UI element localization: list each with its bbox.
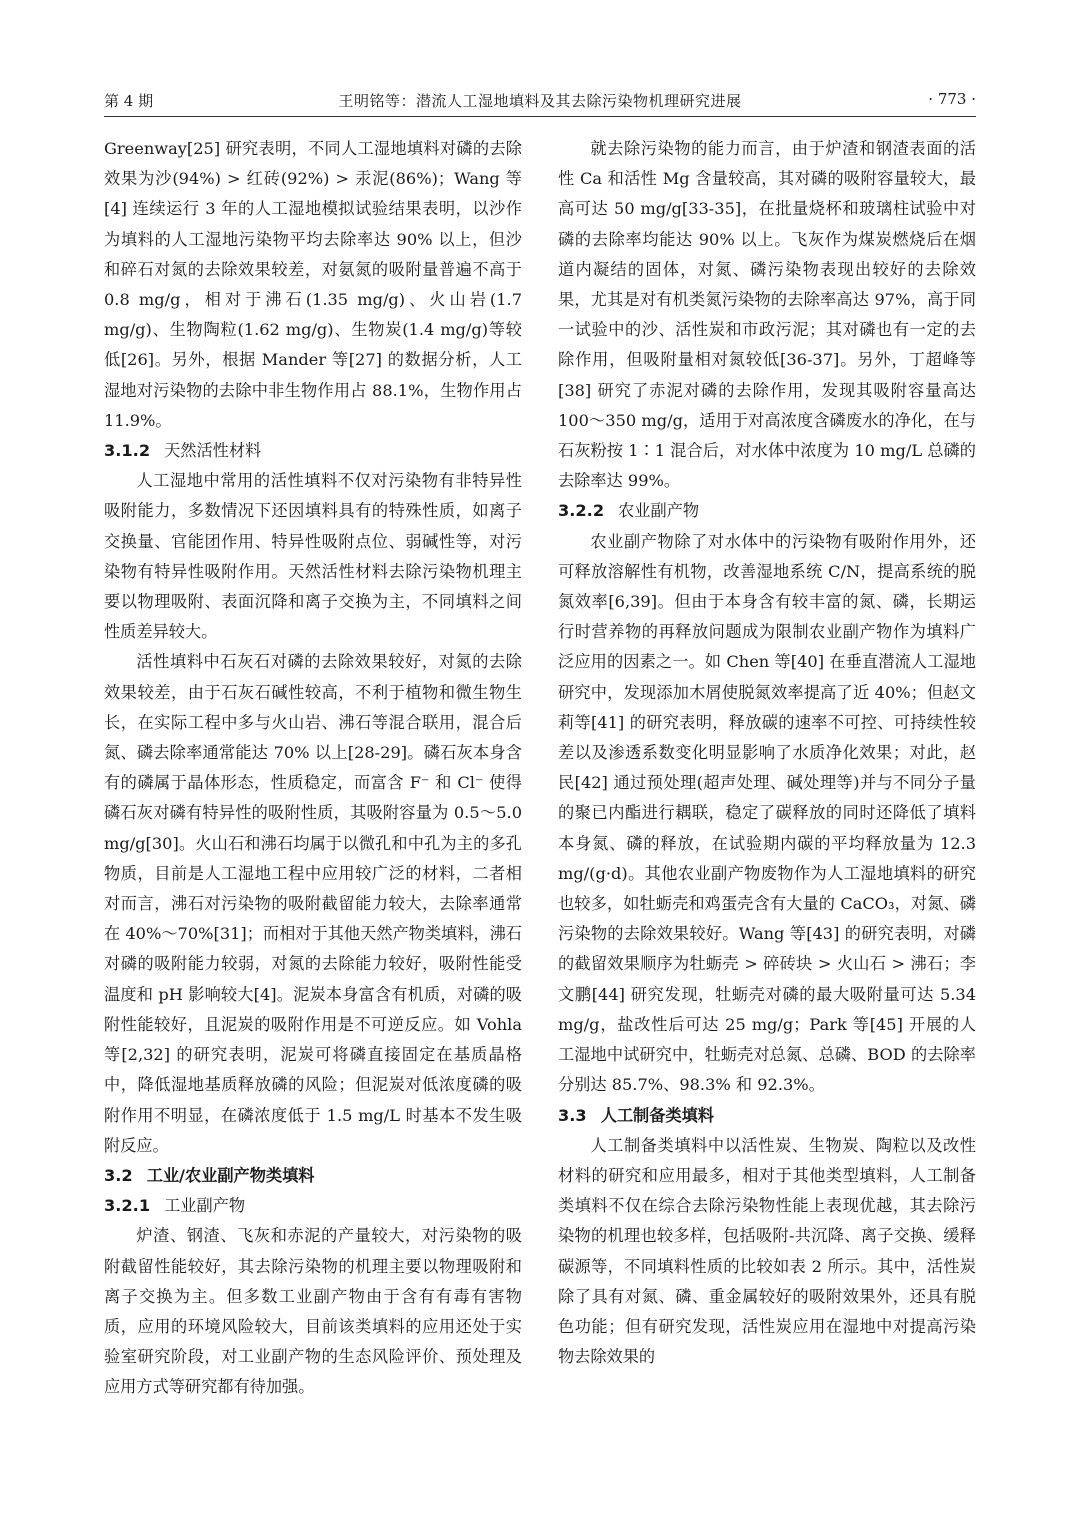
section-title: 农业副产物 (618, 501, 700, 521)
section-title: 天然活性材料 (164, 441, 262, 461)
right-column (558, 134, 976, 1372)
section-heading-3-2-1 (104, 1191, 522, 1221)
running-header (104, 90, 976, 114)
header-rule (104, 116, 976, 117)
section-heading-3-3 (558, 1101, 976, 1131)
paragraph: 人工制备类填料中以活性炭、生物炭、陶粒以及改性材料的研究和应用最多，相对于其他类型填料，人工制备类填料不仅在综合去除污染物性能上表现优越，其去除污染物的机理也较多样，包括吸附-共沉降、离子交换、缓释碳源等，不同填料性质的比较如表 2 所示。其中，活性炭除了具有对氮、磷、重金属较好的吸附效果外，还具有脱色功能；但有研究发现，活性炭应用在湿地中对提高污染物去除效果的 (558, 1135, 976, 1367)
section-number: 3.3 (558, 1105, 587, 1125)
paragraph: 人工湿地中常用的活性填料不仅对污染物有非特异性吸附能力，多数情况下还因填料具有的特殊性质，如离子交换量、官能团作用、特异性吸附点位、弱碱性等，对污染物有特异性吸附作用。天然活性材料去除污染物机理主要以物理吸附、表面沉降和离子交换为主，不同填料之间性质差异较大。 (104, 471, 522, 642)
section-title: 工业/农业副产物类填料 (146, 1165, 315, 1185)
paragraph: 炉渣、钢渣、飞灰和赤泥的产量较大，对污染物的吸附截留性能较好，其去除污染物的机理主要以物理吸附和离子交换为主。但多数工业副产物由于含有有毒有害物质，应用的环境风险较大，目前该类填料的应用还处于实验室研究阶段，对工业副产物的生态风险评价、预处理及应用方式等研究都有待加强。 (104, 1226, 522, 1397)
paragraph: Greenway[25] 研究表明，不同人工湿地填料对磷的去除效果为沙(94%) > 红砖(92%) > 汞泥(86%)；Wang 等[4] 连续运行 3 年的人工湿地模拟试验结果表明，以沙作为填料的人工湿地污染物平均去除率达 90% 以上，但沙和碎石对氮的去除效果较差，对氨氮的吸附量普遍不高于 0.8 mg/g，相对于沸石(1.35 mg/g)、火山岩(1.7 mg/g)、生物陶粒(1.62 mg/g)、生物炭(1.4 mg/g)等较低[26]。另外，根据 Mander 等[27] 的数据分析，人工湿地对污染物的去除中非生物作用占 88.1%，生物作用占 11.9%。 (104, 139, 522, 430)
page-number: · 773 · (928, 90, 976, 108)
section-number: 3.2 (104, 1165, 133, 1185)
left-column (104, 134, 522, 1403)
section-title: 工业副产物 (164, 1196, 246, 1216)
section-heading-3-2 (104, 1161, 522, 1191)
section-number: 3.1.2 (104, 441, 151, 461)
running-title: 王明铭等：潜流人工湿地填料及其去除污染物机理研究进展 (338, 92, 742, 110)
paragraph: 活性填料中石灰石对磷的去除效果较好，对氮的去除效果较差，由于石灰石碱性较高，不利于植物和微生物生长，在实际工程中多与火山岩、沸石等混合联用，混合后氮、磷去除率通常能达 70% 以上[28-29]。磷石灰本身含有的磷属于晶体形态，性质稳定，而富含 F⁻ 和 Cl⁻ 使得磷石灰对磷有特异性的吸附性质，其吸附容量为 0.5～5.0 mg/g[30]。火山石和沸石均属于以微孔和中孔为主的多孔物质，目前是人工湿地工程中应用较广泛的材料，二者相对而言，沸石对污染物的吸附截留能力较大，去除率通常在 40%～70%[31]；而相对于其他天然产物类填料，沸石对磷的吸附能力较弱，对氮的去除能力较好，吸附性能受温度和 pH 影响较大[4]。泥炭本身富含有机质，对磷的吸附性能较好，且泥炭的吸附作用是不可逆反应。如 Vohla 等[2,32] 的研究表明，泥炭可将磷直接固定在基质晶格中，降低湿地基质释放磷的风险；但泥炭对低浓度磷的吸附作用不明显，在磷浓度低于 1.5 mg/L 时基本不发生吸附反应。 (104, 652, 522, 1155)
section-heading-3-2-2 (558, 496, 976, 526)
section-number: 3.2.2 (558, 501, 605, 521)
section-heading-3-1-2 (104, 436, 522, 466)
paragraph: 农业副产物除了对水体中的污染物有吸附作用外，还可释放溶解性有机物，改善湿地系统 C/N，提高系统的脱氮效率[6,39]。但由于本身含有较丰富的氮、磷，长期运行时营养物的再释放问题成为限制农业副产物作为填料广泛应用的因素之一。如 Chen 等[40] 在垂直潜流人工湿地研究中，发现添加木屑使脱氮效率提高了近 40%；但赵文莉等[41] 的研究表明，释放碳的速率不可控、可持续性较差以及渗透系数变化明显影响了水质净化效果；对此，赵民[42] 通过预处理(超声处理、碱处理等)并与不同分子量的聚已内酯进行耦联，稳定了碳释放的同时还降低了填料本身氮、磷的释放，在试验期内碳的平均释放量为 12.3 mg/(g·d)。其他农业副产物废物作为人工湿地填料的研究也较多，如牡蛎壳和鸡蛋壳含有大量的 CaCO₃，对氮、磷污染物的去除效果较好。Wang 等[43] 的研究表明，对磷的截留效果顺序为牡蛎壳 > 碎砖块 > 火山石 > 沸石；李文鹏[44] 研究发现，牡蛎壳对磷的最大吸附量可达 5.34 mg/g，盐改性后可达 25 mg/g；Park 等[45] 开展的人工湿地中试研究中，牡蛎壳对总氮、总磷、BOD 的去除率分别达 85.7%、98.3% 和 92.3%。 (558, 531, 976, 1095)
paragraph: 就去除污染物的能力而言，由于炉渣和钢渣表面的活性 Ca 和活性 Mg 含量较高，其对磷的吸附容量较大，最高可达 50 mg/g[33-35]，在批量烧杯和玻璃柱试验中对磷的去除率均能达 90% 以上。飞灰作为煤炭燃烧后在烟道内凝结的固体，对氮、磷污染物表现出较好的去除效果，尤其是对有机类氮污染物的去除率高达 97%，高于同一试验中的沙、活性炭和市政污泥；其对磷也有一定的去除作用，但吸附量相对氮较低[36-37]。另外，丁超峰等[38] 研究了赤泥对磷的去除作用，发现其吸附容量高达 100～350 mg/g，适用于对高浓度含磷废水的净化，在与石灰粉按 1∶1 混合后，对水体中浓度为 10 mg/L 总磷的去除率达 99%。 (558, 139, 976, 491)
section-number: 3.2.1 (104, 1196, 151, 1216)
issue-number: 第 4 期 (104, 92, 154, 110)
section-title: 人工制备类填料 (600, 1105, 714, 1125)
